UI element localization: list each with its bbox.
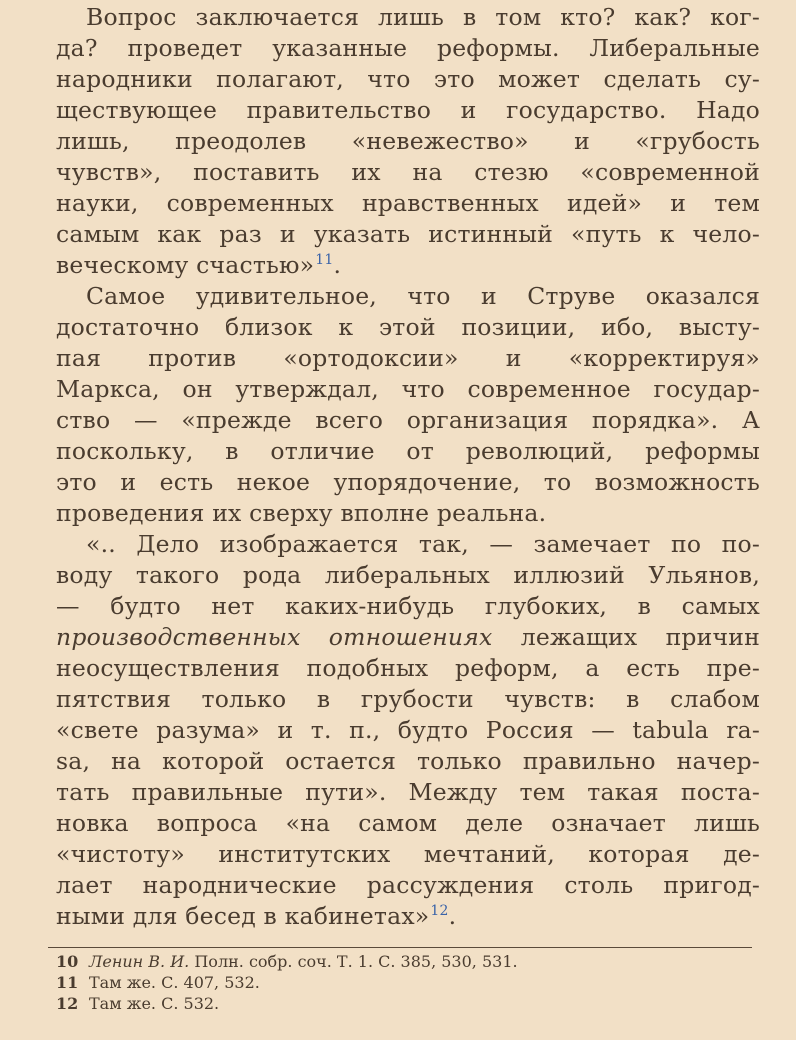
text-line: воду такого рода либеральных иллюзий Ульянов, [56, 561, 760, 589]
text-line: лишь, преодолев «невежество» и «грубость [56, 127, 760, 155]
footnote-text: Там же. С. 532. [89, 994, 220, 1013]
text-line: лает народнические рассуждения столь пригод- [56, 871, 760, 899]
text-line: достаточно близок к этой позиции, ибо, высту- [56, 313, 760, 341]
text-line: чувств», поставить их на стезю «современной [56, 158, 760, 186]
footnote-text: Полн. собр. соч. Т. 1. С. 385, 530, 531. [189, 952, 518, 971]
footnote-text: Там же. С. 407, 532. [89, 973, 260, 992]
text-line: «свете разума» и т. п., будто Россия — tabula ra- [56, 716, 760, 744]
main-text [56, 2, 760, 932]
text-line: да? проведет указанные реформы. Либеральные [56, 34, 760, 62]
text-line: науки, современных нравственных идей» и тем [56, 189, 760, 217]
text-line: ство — «прежде всего организация порядка». А [56, 406, 760, 434]
text-line: самым как раз и указать истинный «путь к чело- [56, 220, 760, 248]
text-line: «.. Дело изображается так, — замечает по по- [86, 530, 760, 558]
text-line-last [56, 901, 760, 932]
text-line: пятствия только в грубости чувств: в слабом [56, 685, 760, 713]
text-line: ществующее правительство и государство. Надо [56, 96, 760, 124]
text-line: неосуществления подобных реформ, а есть пре- [56, 654, 760, 682]
text-fragment: веческому счастью» [56, 251, 315, 279]
text-line: Вопрос заключается лишь в том кто? как? ког- [86, 3, 760, 31]
footnote-11 [56, 972, 756, 993]
text-line: Маркса, он утверждал, что современное государ- [56, 375, 760, 403]
text-line: поскольку, в отличие от революций, реформы [56, 437, 760, 465]
footnote-number: 11 [56, 973, 79, 992]
footnote-author: Ленин В. И. [89, 952, 190, 971]
footnote-number: 10 [56, 952, 79, 971]
text-line: это и есть некое упорядочение, то возможность [56, 468, 760, 496]
text-fragment: ными для бесед в кабинетах» [56, 902, 430, 930]
text-line: народники полагают, что это может сделать су- [56, 65, 760, 93]
paragraph-2 [56, 281, 760, 529]
text-line: пая против «ортодоксии» и «корректируя» [56, 344, 760, 372]
text-line: новка вопроса «на самом деле означает лишь [56, 809, 760, 837]
text-line: — будто нет каких-нибудь глубоких, в самых [56, 592, 760, 620]
paragraph-3 [56, 529, 760, 932]
paragraph-1 [56, 2, 760, 281]
text-line [56, 622, 760, 653]
end-punct: . [448, 902, 457, 930]
footnote-12 [56, 993, 756, 1014]
text-line: «чистоту» институтских мечтаний, которая де- [56, 840, 760, 868]
footnote-10 [56, 951, 756, 972]
text-line: тать правильные пути». Между тем такая поста- [56, 778, 760, 806]
footnote-ref-12[interactable]: 12 [430, 903, 449, 919]
text-fragment: лежащих причин [520, 623, 760, 651]
text-line: sa, на которой остается только правильно начер- [56, 747, 760, 775]
text-line-last: проведения их сверху вполне реальна. [56, 499, 547, 527]
end-punct: . [333, 251, 342, 279]
footnote-number: 12 [56, 994, 79, 1013]
footnote-divider [48, 947, 752, 948]
footnote-ref-11[interactable]: 11 [315, 252, 334, 268]
footnotes [56, 951, 756, 1014]
text-line: Самое удивительное, что и Струве оказался [86, 282, 760, 310]
italic-phrase: производственных отношениях [56, 623, 493, 651]
text-line-last [56, 250, 760, 281]
